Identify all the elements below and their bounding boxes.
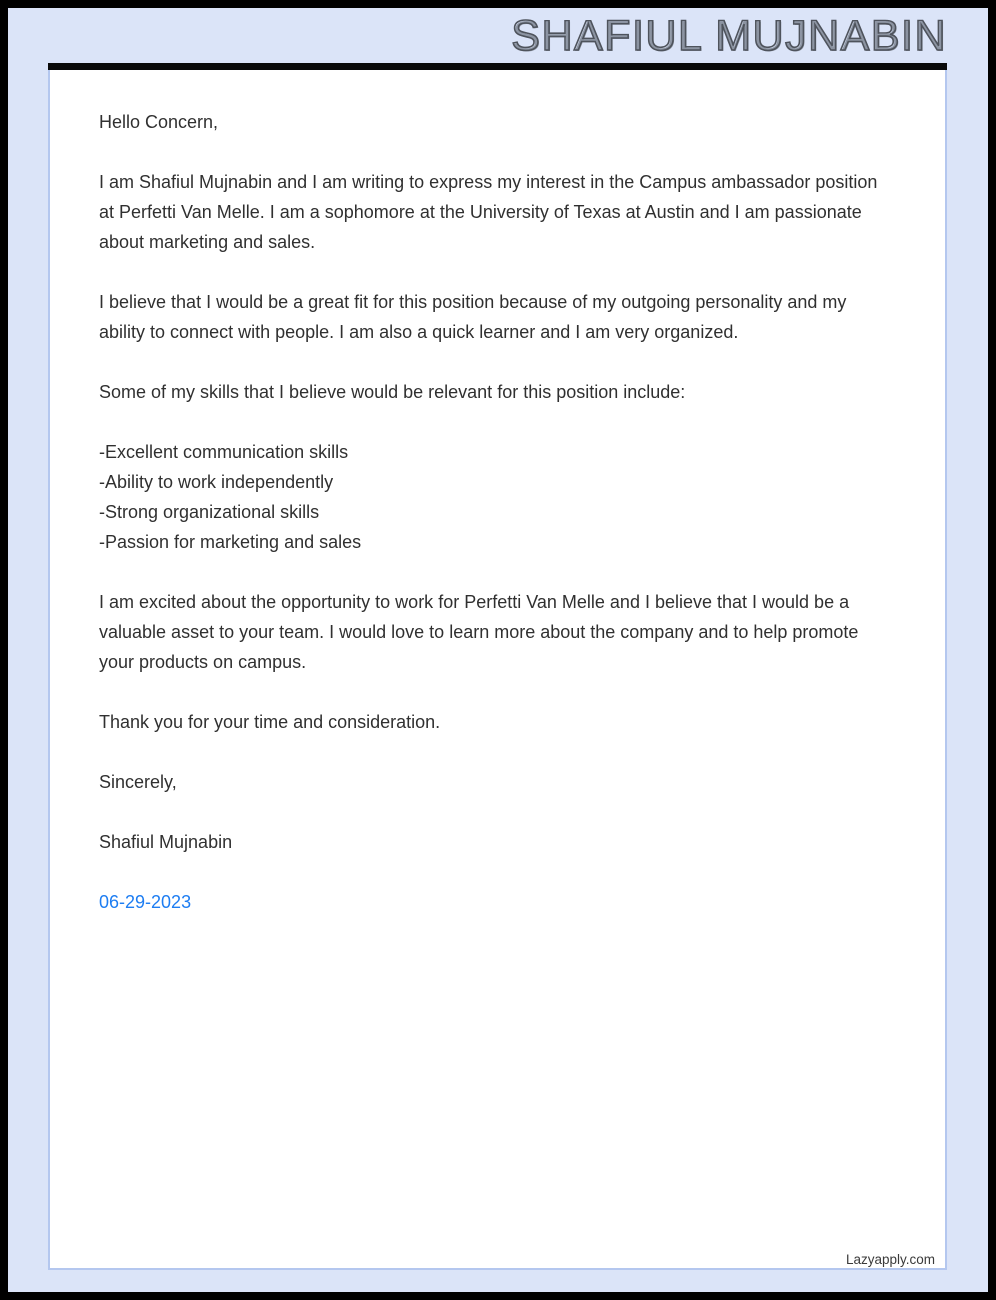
signature-block — [99, 767, 891, 857]
paragraph-intro: I am Shafiul Mujnabin and I am writing to express my interest in the Campus ambassador position at Perfetti Van Melle. I am a sophomore at the University of Texas at Austin and I am passionate about marketing and sales. — [99, 172, 878, 252]
signoff: Sincerely, — [99, 772, 177, 792]
skill-item: -Ability to work independently — [99, 472, 334, 492]
skill-item: -Passion for marketing and sales — [99, 532, 362, 552]
paragraph-excited: I am excited about the opportunity to work for Perfetti Van Melle and I believe that I would be a valuable asset to your team. I would love to learn more about the company and to help promote your products on campus. — [99, 592, 859, 672]
skill-item: -Strong organizational skills — [99, 502, 320, 522]
skills-list — [99, 437, 891, 557]
letter-body — [99, 107, 891, 917]
header-divider — [48, 63, 947, 70]
watermark: Lazyapply.com — [845, 1252, 935, 1267]
skill-item: -Excellent communication skills — [99, 442, 349, 462]
signature-name: Shafiul Mujnabin — [99, 832, 233, 852]
skills-intro: Some of my skills that I believe would be relevant for this position include: — [99, 382, 686, 402]
salutation: Hello Concern, — [99, 112, 219, 132]
closing-line: Thank you for your time and consideration. — [99, 712, 441, 732]
letter-date: 06-29-2023 — [99, 892, 192, 912]
letter-page — [48, 70, 947, 1270]
header-name: SHAFIUL MUJNABIN — [511, 12, 947, 60]
paragraph-fit: I believe that I would be a great fit for this position because of my outgoing personality and my ability to connect with people. I am also a quick learner and I am very organized. — [99, 292, 847, 342]
